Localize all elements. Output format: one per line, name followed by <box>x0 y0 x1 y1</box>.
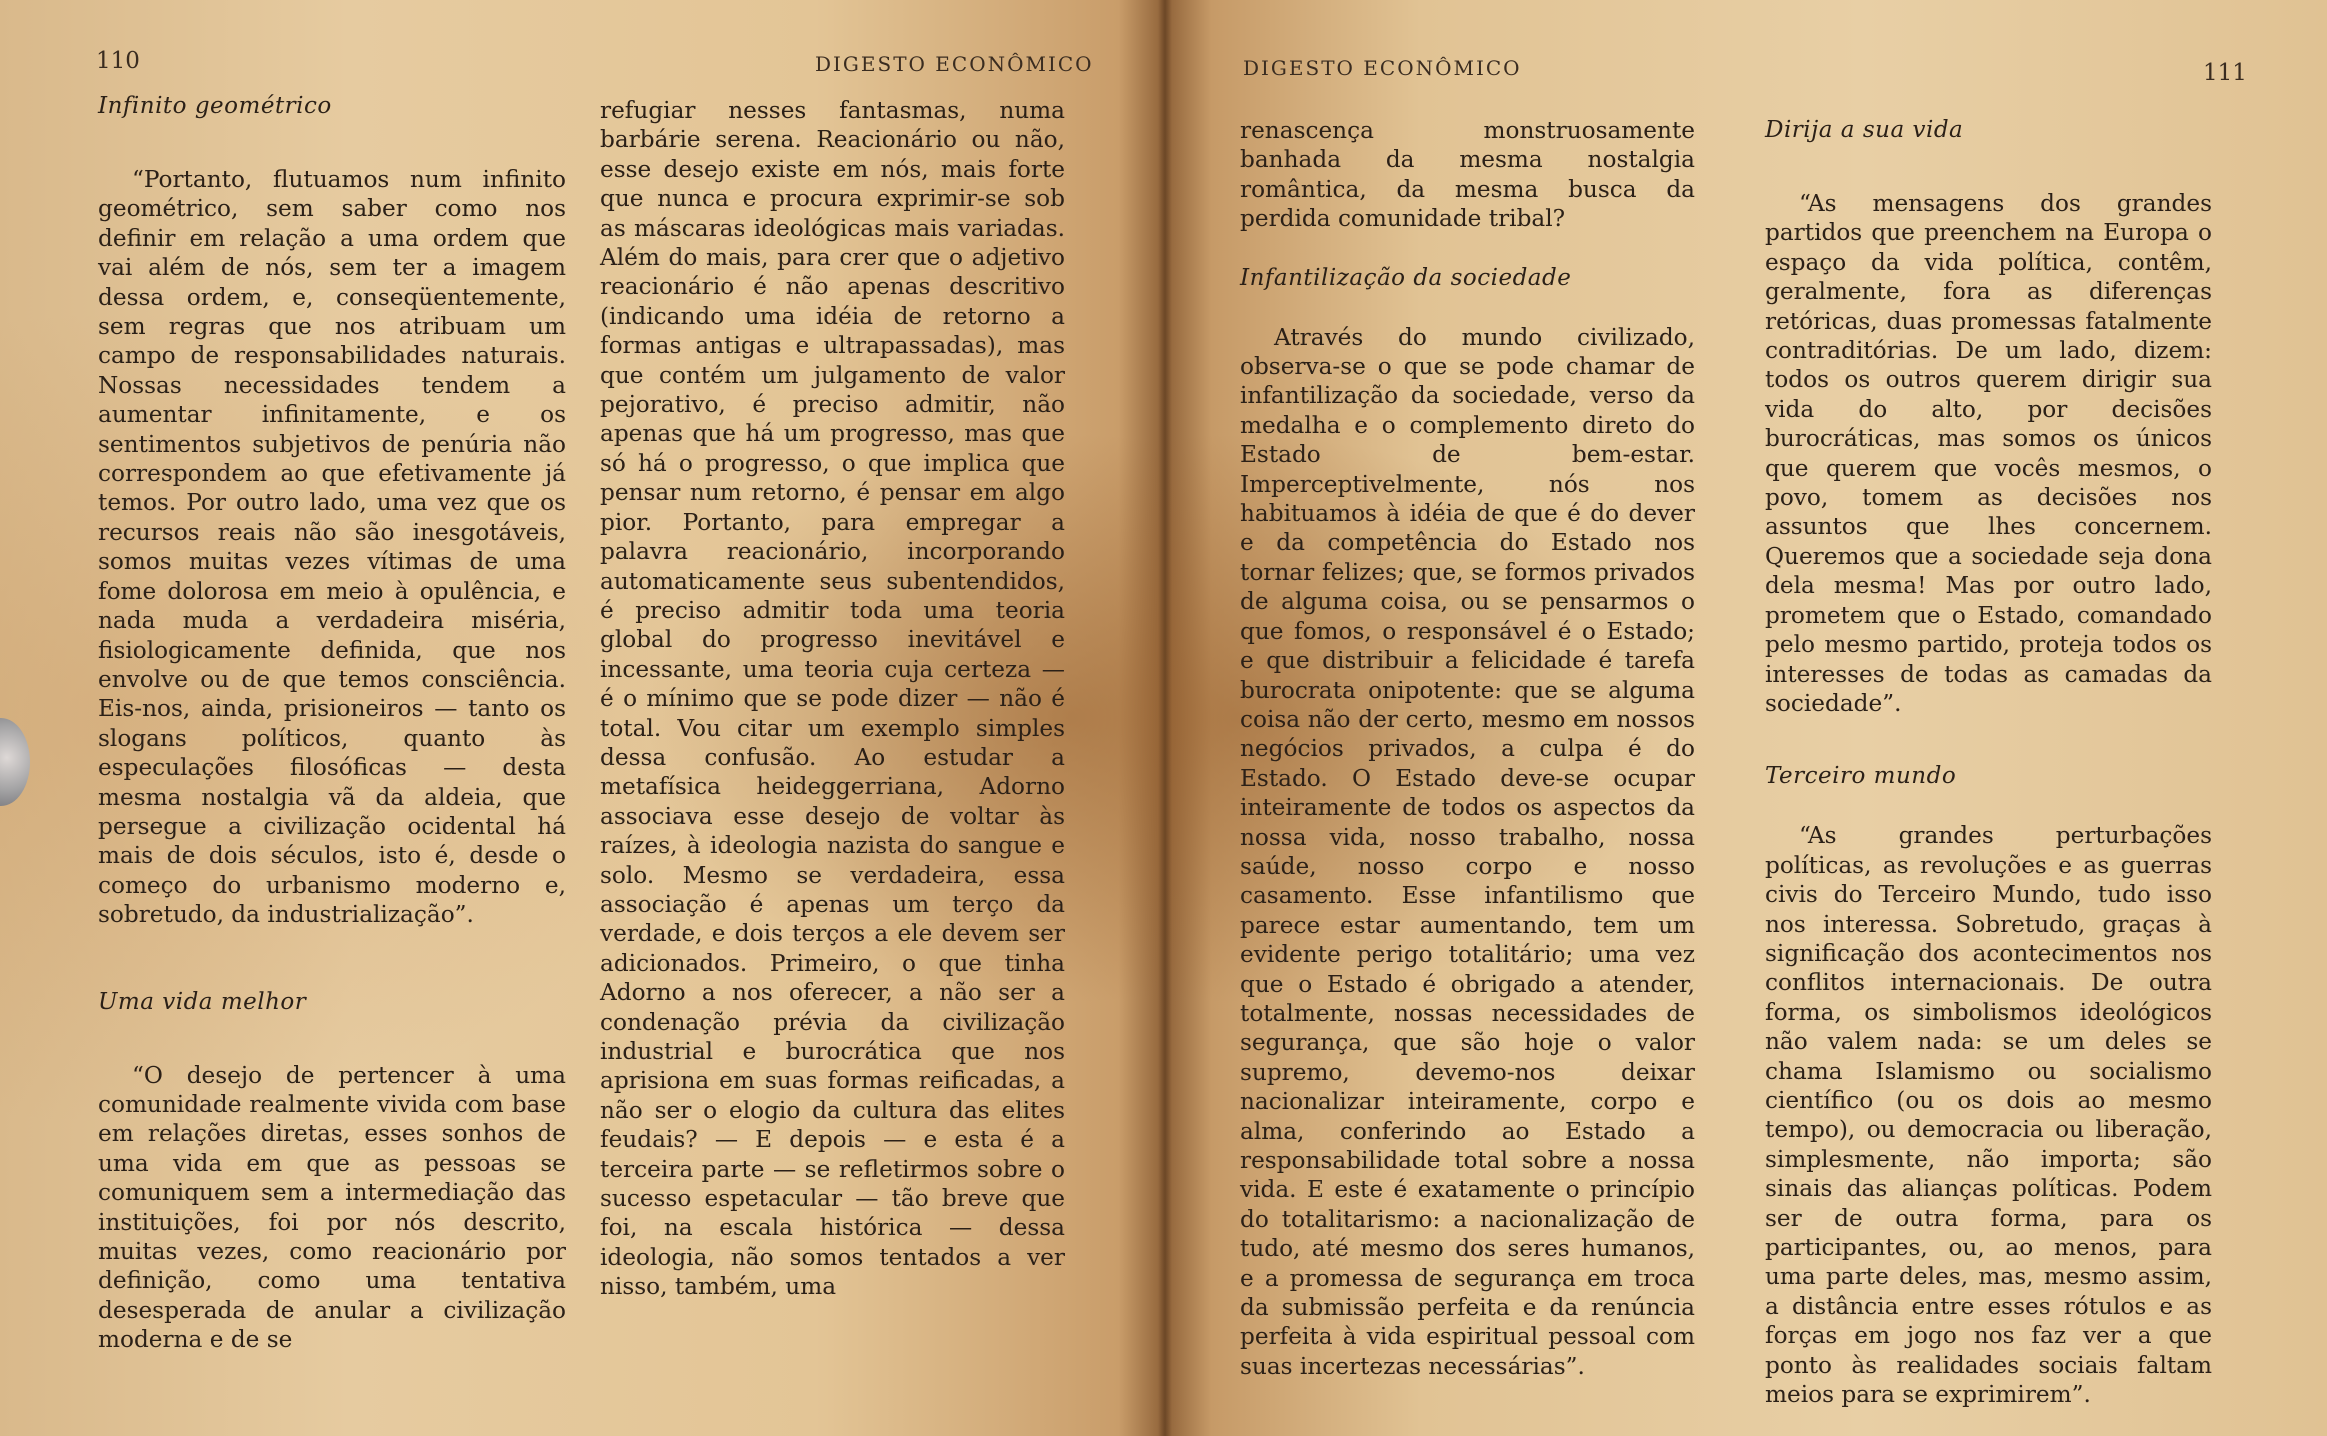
section-heading: Uma vida melhor <box>98 988 307 1015</box>
left-column-1 <box>98 92 566 1355</box>
paragraph: “Portanto, flutuamos num infinito geométrico, sem saber como nos definir em relação a uma ordem que vai além de nós, sem ter a imagem dessa ordem, e, conseqüentemente, sem regras que nos atribuam um campo de responsabilidades naturais. Nossas necessidades tendem a aumentar infinitamente, e os sentimentos subjetivos de penúria não correspondem ao que efetivamente já temos. Por outro lado, uma vez que os recursos reais não são inesgotáveis, somos muitas vezes vítimas de uma fome dolorosa em meio à opulência, e nada muda a verdadeira miséria, fisiologicamente definida, que nos envolve ou de que temos consciência. Eis-nos, ainda, prisioneiros — tanto os slogans políticos, quanto às especulações filosóficas — desta mesma nostalgia vã da aldeia, que persegue a civilização ocidental há mais de dois séculos, isto é, desde o começo do urbanismo moderno e, sobretudo, da industrialização”. <box>98 166 566 929</box>
paragraph: refugiar nesses fantasmas, numa barbárie serena. Reacionário ou não, esse desejo existe em nós, mais forte que nunca e procura exprimir-se sob as máscaras ideológicas mais variadas. Além do mais, para crer que o adjetivo reacionário é não apenas descritivo (indicando uma idéia de retorno a formas antigas e ultrapassadas), mas que contém um julgamento de valor pejorativo, é preciso admitir, não apenas que há um progresso, mas que só há o progresso, o que implica que pensar num retorno, é pensar em algo pior. Portanto, para empregar a palavra reacionário, incorporando automaticamente seus subentendidos, é preciso admitir toda uma teoria global do progresso inevitável e incessante, uma teoria cuja certeza — é o mínimo que se pode dizer — não é total. Vou citar um exemplo simples dessa confusão. Ao estudar a metafísica heideggerriana, Adorno associava esse desejo de voltar às raízes, à ideologia nazista do sangue e solo. Mesmo se verdadeira, essa associação é apenas um terço da verdade, e dois terços a ele devem ser adicionados. Primeiro, o que tinha Adorno a nos oferecer, a não ser a condenação prévia da civilização industrial e burocrática que nos aprisiona em suas formas reificadas, a não ser o elogio da cultura das elites feudais? — E depois — e esta é a terceira parte — se refletirmos sobre o sucesso espetacular — tão breve que foi, na escala histórica — dessa ideologia, não somos tentados a ver nisso, também, uma <box>600 97 1065 1301</box>
running-head-right: DIGESTO ECONÔMICO <box>1243 56 1522 80</box>
book-gutter <box>1158 0 1172 1436</box>
paragraph: renascença monstruosamente banhada da mesma nostalgia romântica, da mesma busca da perdida comunidade tribal? <box>1240 117 1695 233</box>
section-heading: Terceiro mundo <box>1765 763 1957 790</box>
right-column-2 <box>1765 116 2212 1409</box>
paragraph: Através do mundo civilizado, observa-se o que se pode chamar de infantilização da sociedade, verso da medalha e o complemento direto do Estado de bem-estar. Imperceptivelmente, nós nos habituamos à idéia de que é do dever e da competência do Estado nos tornar felizes; que, se formos privados de alguma coisa, ou se pensarmos o que fomos, o responsável é o Estado; e que distribuir a felicidade é tarefa burocrata onipotente: que se alguma coisa não der certo, mesmo em nossos negócios privados, a culpa é do Estado. O Estado deve-se ocupar inteiramente de todos os aspectos da nossa vida, nosso trabalho, nossa saúde, nosso corpo e nosso casamento. Esse infantilismo que parece estar aumentando, tem um evidente perigo totalitário; uma vez que o Estado é obrigado a atender, totalmente, nossas necessidades de segurança, que são hoje o valor supremo, devemo-nos deixar nacionalizar inteiramente, corpo e alma, conferindo ao Estado a responsabilidade total sobre a nossa vida. E este é exatamente o princípio do totalitarismo: a nacionalização de tudo, até mesmo dos seres humanos, e a promessa de segurança em troca da submissão perfeita e da renúncia perfeita à vida espiritual pessoal com suas incertezas necessárias”. <box>1240 323 1695 1380</box>
page-number-left: 110 <box>96 48 140 74</box>
right-page <box>1165 0 2327 1436</box>
paragraph: “O desejo de pertencer à uma comunidade realmente vivida com base em relações diretas, esses sonhos de uma vida em que as pessoas se comuniquem sem a intermediação das instituições, foi por nós descrito, muitas vezes, como reacionário por definição, como uma tentativa desesperada de anular a civilização moderna e de se <box>98 1061 566 1354</box>
paragraph: “As mensagens dos grandes partidos que preenchem na Europa o espaço da vida política, contêm, geralmente, fora as diferenças retóricas, duas promessas fatalmente contraditórias. De um lado, dizem: todos os outros querem dirigir sua vida do alto, por decisões burocráticas, mas somos os únicos que querem que vocês mesmos, o povo, tomem as decisões nos assuntos que lhes concernem. Queremos que a sociedade seja dona dela mesma! Mas por outro lado, prometem que o Estado, comandado pelo mesmo partido, proteja todos os interesses de todas as camadas da sociedade”. <box>1765 190 2212 717</box>
page-number-right: 111 <box>2203 60 2247 86</box>
right-column-1 <box>1240 116 1695 1381</box>
section-heading: Dirija a sua vida <box>1765 117 1964 143</box>
paragraph: “As grandes perturbações políticas, as revoluções e as guerras civis do Terceiro Mundo, tudo isso nos interessa. Sobretudo, graças à significação dos acontecimentos nos conflitos internacionais. De outra forma, os simbolismos ideológicos não valem nada: se um deles se chama Islamismo ou socialismo científico (ou os dois ao mesmo tempo), ou democracia ou liberação, simplesmente, não importa; são sinais das alianças políticas. Podem ser de outra forma, para os participantes, ou, ao menos, para uma parte deles, mas, mesmo assim, a distância entre esses rótulos e as forças em jogo nos faz ver a que ponto às realidades sociais faltam meios para se exprimirem”. <box>1765 822 2212 1409</box>
running-head-left: DIGESTO ECONÔMICO <box>815 52 1094 76</box>
section-heading: Infantilização da sociedade <box>1240 264 1572 291</box>
section-heading: Infinito geométrico <box>98 93 332 119</box>
metal-clip-icon <box>0 718 30 806</box>
left-column-2 <box>600 96 1065 1302</box>
